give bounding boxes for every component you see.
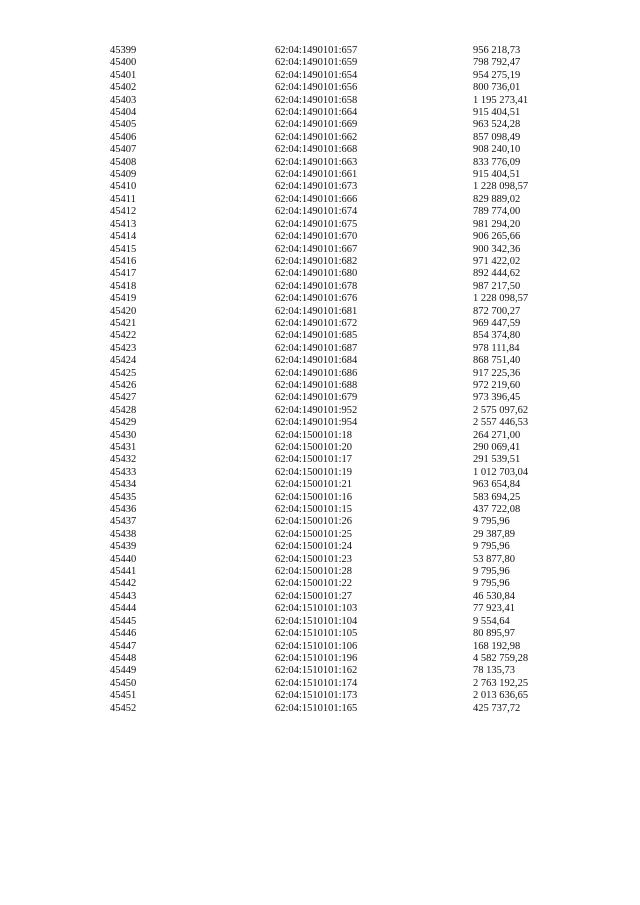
table-row (110, 678, 593, 690)
row-number-cell: 45452 (110, 702, 137, 714)
table-row (110, 430, 593, 442)
cadastral-value-cell: 872 700,27 (473, 305, 521, 317)
cadastral-value-cell: 789 774,00 (473, 206, 521, 218)
cadastral-number-cell: 62:04:1510101:165 (275, 702, 358, 714)
cadastral-number-cell: 62:04:1490101:681 (275, 305, 358, 317)
row-number-cell: 45421 (110, 317, 137, 329)
cadastral-value-cell: 78 135,73 (473, 665, 515, 677)
row-number-cell: 45434 (110, 479, 137, 491)
cadastral-number-cell: 62:04:1490101:673 (275, 181, 358, 193)
row-number-cell: 45405 (110, 119, 137, 131)
table-row (110, 244, 593, 256)
table-row (110, 181, 593, 193)
cadastral-value-cell: 9 554,64 (473, 615, 510, 627)
cadastral-value-cell: 908 240,10 (473, 144, 521, 156)
cadastral-number-cell: 62:04:1490101:687 (275, 342, 358, 354)
cadastral-number-cell: 62:04:1490101:667 (275, 243, 358, 255)
table-row (110, 343, 593, 355)
cadastral-value-cell: 264 271,00 (473, 429, 521, 441)
cadastral-number-cell: 62:04:1490101:675 (275, 218, 358, 230)
table-row (110, 355, 593, 367)
table-row (110, 194, 593, 206)
row-number-cell: 45416 (110, 255, 137, 267)
table-row (110, 268, 593, 280)
cadastral-value-cell: 915 404,51 (473, 169, 521, 181)
table-row (110, 45, 593, 57)
table-row (110, 318, 593, 330)
cadastral-value-cell: 857 098,49 (473, 131, 521, 143)
row-number-cell: 45425 (110, 367, 137, 379)
table-row (110, 169, 593, 181)
cadastral-number-cell: 62:04:1510101:104 (275, 615, 358, 627)
cadastral-value-cell: 2 013 636,65 (473, 690, 529, 702)
cadastral-number-cell: 62:04:1500101:24 (275, 541, 353, 553)
cadastral-value-cell: 900 342,36 (473, 243, 521, 255)
cadastral-value-cell: 1 012 703,04 (473, 466, 529, 478)
cadastral-number-cell: 62:04:1510101:162 (275, 665, 358, 677)
table-row (110, 330, 593, 342)
row-number-cell: 45437 (110, 516, 137, 528)
table-row (110, 405, 593, 417)
table-row (110, 144, 593, 156)
table-row (110, 690, 593, 702)
row-number-cell: 45411 (110, 193, 136, 205)
cadastral-number-cell: 62:04:1500101:18 (275, 429, 353, 441)
cadastral-number-cell: 62:04:1490101:664 (275, 107, 358, 119)
cadastral-number-cell: 62:04:1490101:678 (275, 280, 358, 292)
row-number-cell: 45427 (110, 392, 137, 404)
table-row (110, 467, 593, 479)
row-number-cell: 45409 (110, 169, 137, 181)
cadastral-number-cell: 62:04:1490101:656 (275, 82, 358, 94)
cadastral-value-cell: 892 444,62 (473, 268, 521, 280)
cadastral-value-cell: 290 069,41 (473, 442, 521, 453)
cadastral-value-cell: 425 737,72 (473, 702, 521, 714)
row-number-cell: 45440 (110, 553, 137, 565)
table-row (110, 641, 593, 653)
table-row (110, 442, 593, 454)
row-number-cell: 45402 (110, 82, 137, 94)
cadastral-value-cell: 437 722,08 (473, 504, 521, 516)
row-number-cell: 45449 (110, 665, 137, 677)
row-number-cell: 45400 (110, 57, 137, 69)
table-row (110, 219, 593, 231)
row-number-cell: 45410 (110, 181, 137, 193)
table-row (110, 231, 593, 243)
cadastral-number-cell: 62:04:1500101:21 (275, 479, 353, 491)
cadastral-number-cell: 62:04:1490101:952 (275, 404, 358, 416)
row-number-cell: 45431 (110, 442, 137, 453)
row-number-cell: 45448 (110, 652, 137, 664)
cadastral-number-cell: 62:04:1510101:196 (275, 652, 358, 664)
cadastral-number-cell: 62:04:1490101:954 (275, 417, 358, 429)
table-row (110, 95, 593, 107)
cadastral-number-cell: 62:04:1490101:663 (275, 156, 358, 168)
cadastral-number-cell: 62:04:1490101:682 (275, 255, 358, 267)
cadastral-value-cell: 29 387,89 (473, 528, 515, 540)
table-row (110, 554, 593, 566)
cadastral-value-cell: 971 422,02 (473, 255, 521, 267)
row-number-cell: 45428 (110, 404, 137, 416)
cadastral-number-cell: 62:04:1490101:658 (275, 94, 358, 106)
cadastral-value-cell: 2 575 097,62 (473, 404, 529, 416)
cadastral-number-cell: 62:04:1490101:674 (275, 206, 358, 218)
cadastral-number-cell: 62:04:1500101:20 (275, 442, 353, 453)
cadastral-value-cell: 978 111,84 (473, 342, 520, 354)
row-number-cell: 45444 (110, 603, 137, 615)
table-row (110, 306, 593, 318)
cadastral-value-cell: 981 294,20 (473, 218, 521, 230)
row-number-cell: 45439 (110, 541, 137, 553)
table-row (110, 603, 593, 615)
cadastral-value-cell: 2 763 192,25 (473, 677, 529, 689)
row-number-cell: 45432 (110, 454, 137, 466)
row-number-cell: 45417 (110, 268, 137, 280)
cadastral-value-cell: 833 776,09 (473, 156, 521, 168)
row-number-cell: 45430 (110, 429, 137, 441)
cadastral-number-cell: 62:04:1490101:688 (275, 379, 358, 391)
cadastral-number-cell: 62:04:1500101:19 (275, 466, 353, 478)
cadastral-value-table (110, 45, 593, 715)
row-number-cell: 45443 (110, 590, 137, 602)
cadastral-number-cell: 62:04:1490101:659 (275, 57, 358, 69)
row-number-cell: 45401 (110, 69, 137, 81)
cadastral-value-cell: 9 795,96 (473, 541, 510, 553)
row-number-cell: 45436 (110, 504, 137, 516)
table-row (110, 107, 593, 119)
cadastral-value-cell: 2 557 446,53 (473, 417, 529, 429)
table-row (110, 454, 593, 466)
cadastral-value-cell: 291 539,51 (473, 454, 521, 466)
row-number-cell: 45419 (110, 293, 137, 305)
cadastral-number-cell: 62:04:1510101:103 (275, 603, 358, 615)
cadastral-value-cell: 973 396,45 (473, 392, 521, 404)
row-number-cell: 45413 (110, 218, 137, 230)
table-row (110, 616, 593, 628)
cadastral-number-cell: 62:04:1500101:16 (275, 491, 353, 503)
cadastral-number-cell: 62:04:1510101:106 (275, 640, 358, 652)
table-row (110, 157, 593, 169)
row-number-cell: 45414 (110, 231, 137, 243)
row-number-cell: 45404 (110, 107, 137, 119)
table-row (110, 380, 593, 392)
cadastral-value-cell: 963 524,28 (473, 119, 521, 131)
cadastral-number-cell: 62:04:1510101:105 (275, 628, 358, 640)
cadastral-number-cell: 62:04:1500101:25 (275, 528, 353, 540)
row-number-cell: 45406 (110, 131, 137, 143)
cadastral-number-cell: 62:04:1510101:174 (275, 677, 358, 689)
cadastral-value-cell: 798 792,47 (473, 57, 521, 69)
cadastral-value-cell: 800 736,01 (473, 82, 521, 94)
table-row (110, 665, 593, 677)
row-number-cell: 45422 (110, 330, 137, 342)
table-row (110, 392, 593, 404)
cadastral-value-cell: 956 218,73 (473, 45, 521, 56)
row-number-cell: 45415 (110, 243, 137, 255)
cadastral-value-cell: 969 447,59 (473, 317, 521, 329)
row-number-cell: 45438 (110, 528, 137, 540)
cadastral-number-cell: 62:04:1490101:672 (275, 317, 358, 329)
cadastral-number-cell: 62:04:1500101:15 (275, 504, 353, 516)
cadastral-value-cell: 954 275,19 (473, 69, 521, 81)
table-row (110, 529, 593, 541)
table-row (110, 119, 593, 131)
table-row (110, 703, 593, 715)
row-number-cell: 45447 (110, 640, 137, 652)
table-row (110, 591, 593, 603)
cadastral-number-cell: 62:04:1490101:684 (275, 355, 358, 367)
cadastral-number-cell: 62:04:1500101:22 (275, 578, 353, 590)
cadastral-number-cell: 62:04:1490101:662 (275, 131, 358, 143)
table-row (110, 541, 593, 553)
row-number-cell: 45420 (110, 305, 137, 317)
row-number-cell: 45426 (110, 379, 137, 391)
row-number-cell: 45429 (110, 417, 137, 429)
cadastral-number-cell: 62:04:1500101:27 (275, 590, 353, 602)
table-row (110, 132, 593, 144)
cadastral-value-cell: 868 751,40 (473, 355, 521, 367)
cadastral-value-cell: 53 877,80 (473, 553, 515, 565)
row-number-cell: 45450 (110, 677, 137, 689)
cadastral-number-cell: 62:04:1500101:28 (275, 566, 353, 578)
cadastral-number-cell: 62:04:1500101:26 (275, 516, 353, 528)
cadastral-value-cell: 829 889,02 (473, 193, 521, 205)
cadastral-value-cell: 1 228 098,57 (473, 181, 529, 193)
cadastral-value-cell: 46 530,84 (473, 590, 515, 602)
table-body (110, 45, 593, 715)
cadastral-value-cell: 1 195 273,41 (473, 94, 529, 106)
table-row (110, 628, 593, 640)
cadastral-value-cell: 77 923,41 (473, 603, 515, 615)
table-row (110, 479, 593, 491)
table-row (110, 653, 593, 665)
cadastral-value-cell: 80 895,97 (473, 628, 515, 640)
cadastral-number-cell: 62:04:1490101:686 (275, 367, 358, 379)
row-number-cell: 45435 (110, 491, 137, 503)
table-row (110, 206, 593, 218)
cadastral-value-cell: 583 694,25 (473, 491, 521, 503)
table-row (110, 516, 593, 528)
row-number-cell: 45403 (110, 94, 137, 106)
table-row (110, 504, 593, 516)
row-number-cell: 45442 (110, 578, 137, 590)
row-number-cell: 45407 (110, 144, 137, 156)
table-row (110, 417, 593, 429)
cadastral-value-cell: 972 219,60 (473, 379, 521, 391)
cadastral-number-cell: 62:04:1490101:685 (275, 330, 358, 342)
table-row (110, 566, 593, 578)
cadastral-number-cell: 62:04:1490101:680 (275, 268, 358, 280)
cadastral-value-cell: 963 654,84 (473, 479, 521, 491)
row-number-cell: 45423 (110, 342, 137, 354)
row-number-cell: 45446 (110, 628, 137, 640)
cadastral-number-cell: 62:04:1490101:654 (275, 69, 358, 81)
cadastral-value-cell: 9 795,96 (473, 516, 510, 528)
table-row (110, 368, 593, 380)
cadastral-number-cell: 62:04:1490101:676 (275, 293, 358, 305)
row-number-cell: 45424 (110, 355, 137, 367)
table-row (110, 281, 593, 293)
cadastral-number-cell: 62:04:1490101:669 (275, 119, 358, 131)
row-number-cell: 45412 (110, 206, 137, 218)
table-row (110, 70, 593, 82)
table-row (110, 82, 593, 94)
cadastral-value-cell: 915 404,51 (473, 107, 521, 119)
cadastral-number-cell: 62:04:1490101:670 (275, 231, 358, 243)
row-number-cell: 45451 (110, 690, 137, 702)
cadastral-value-cell: 987 217,50 (473, 280, 521, 292)
row-number-cell: 45408 (110, 156, 137, 168)
cadastral-value-cell: 906 265,66 (473, 231, 521, 243)
cadastral-number-cell: 62:04:1490101:668 (275, 144, 358, 156)
table-row (110, 578, 593, 590)
cadastral-value-cell: 917 225,36 (473, 367, 521, 379)
cadastral-number-cell: 62:04:1490101:666 (275, 193, 358, 205)
cadastral-number-cell: 62:04:1490101:657 (275, 45, 358, 56)
cadastral-value-cell: 9 795,96 (473, 578, 510, 590)
cadastral-number-cell: 62:04:1490101:679 (275, 392, 358, 404)
table-row (110, 293, 593, 305)
cadastral-value-cell: 1 228 098,57 (473, 293, 529, 305)
cadastral-number-cell: 62:04:1500101:17 (275, 454, 353, 466)
table-row (110, 256, 593, 268)
cadastral-number-cell: 62:04:1500101:23 (275, 553, 353, 565)
table-row (110, 492, 593, 504)
row-number-cell: 45445 (110, 615, 137, 627)
cadastral-value-cell: 4 582 759,28 (473, 652, 529, 664)
table-row (110, 57, 593, 69)
cadastral-value-cell: 854 374,80 (473, 330, 521, 342)
row-number-cell: 45399 (110, 45, 137, 56)
cadastral-number-cell: 62:04:1510101:173 (275, 690, 358, 702)
row-number-cell: 45433 (110, 466, 137, 478)
cadastral-number-cell: 62:04:1490101:661 (275, 169, 358, 181)
row-number-cell: 45441 (110, 566, 137, 578)
row-number-cell: 45418 (110, 280, 137, 292)
cadastral-value-cell: 168 192,98 (473, 640, 521, 652)
cadastral-value-cell: 9 795,96 (473, 566, 510, 578)
